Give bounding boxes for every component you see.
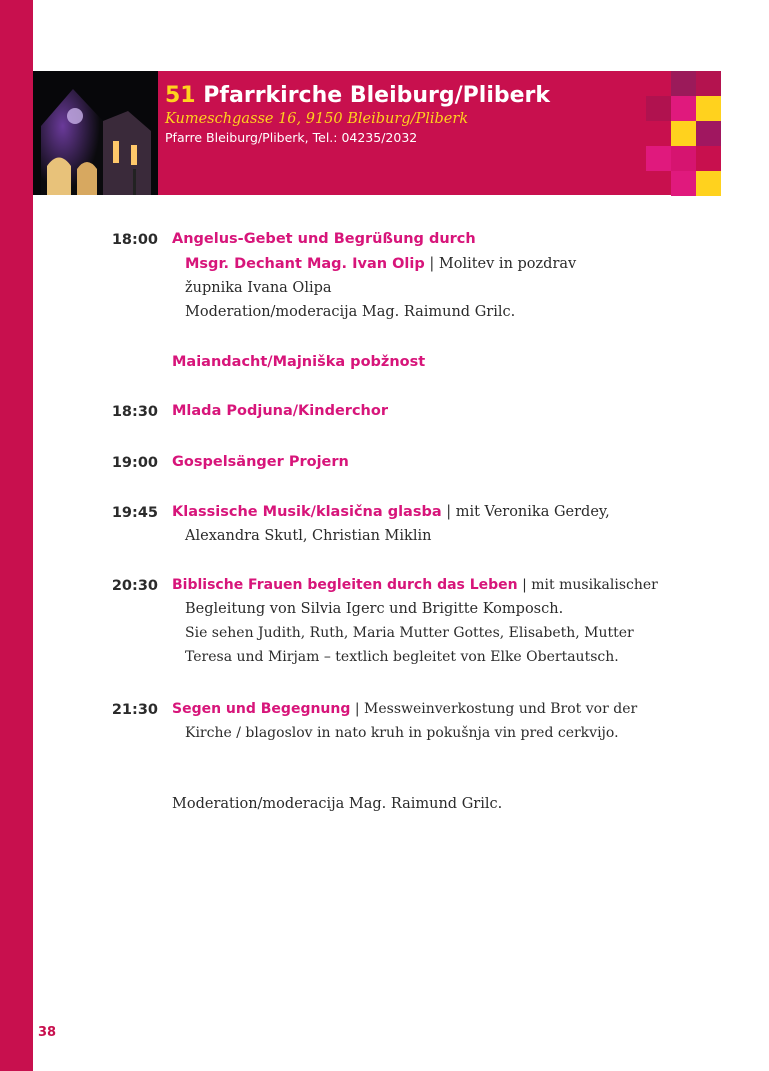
event-detail: | mit musikalischer [517,577,658,593]
location-address: Kumeschgasse 16, 9150 Bleiburg/Pliberk [165,111,469,127]
header-banner [33,71,721,195]
decorative-square-pattern [646,71,721,195]
time-2030: 20:30 [111,578,158,594]
event-title: Angelus-Gebet und Begrüßung durch [172,231,476,247]
page-number: 38 [38,1025,57,1040]
event-title: Mlada Podjuna/Kinderchor [172,403,388,419]
event-speaker: Msgr. Dechant Mag. Ivan Olip [185,256,425,272]
church-photo [33,71,158,195]
sidebar-stripe [0,0,33,1071]
event-detail: Teresa und Mirjam – textlich begleitet von Elke Obertautsch. [185,649,619,665]
time-1830: 18:30 [111,404,158,420]
location-number: 51 [165,83,196,108]
location-contact: Pfarre Bleiburg/Pliberk, Tel.: 04235/2032 [165,130,418,145]
event-detail: | mit Veronika Gerdey, [441,504,610,520]
time-1800: 18:00 [111,232,158,248]
event-title: Gospelsänger Projern [172,454,349,470]
time-1945: 19:45 [111,505,158,521]
event-title: Klassische Musik/klasična glasba [172,504,442,520]
event-title: Biblische Frauen begleiten durch das Leben [172,577,518,593]
event-detail: Alexandra Skutl, Christian Miklin [185,528,432,544]
time-2130: 21:30 [111,702,158,718]
location-title [165,83,550,109]
event-detail: Begleitung von Silvia Igerc und Brigitte Komposch. [185,601,564,617]
event-detail: Moderation/moderacija Mag. Raimund Grilc. [185,304,516,320]
event-detail: župnika Ivana Olipa [185,280,332,296]
event-detail: Kirche / blagoslov in nato kruh in pokušnja vin pred cerkvijo. [185,725,619,741]
location-name: Pfarrkirche Bleiburg/Pliberk [203,83,551,108]
moderation-note: Moderation/moderacija Mag. Raimund Grilc. [172,796,503,812]
event-detail: | Messweinverkostung und Brot vor der [350,701,638,717]
time-1900: 19:00 [111,455,158,471]
event-detail: | Molitev in pozdrav [424,256,577,272]
event-detail: Sie sehen Judith, Ruth, Maria Mutter Gottes, Elisabeth, Mutter [185,625,634,641]
event-title: Segen und Begegnung [172,701,351,717]
event-title: Maiandacht/Majniška pobžnost [172,354,426,370]
